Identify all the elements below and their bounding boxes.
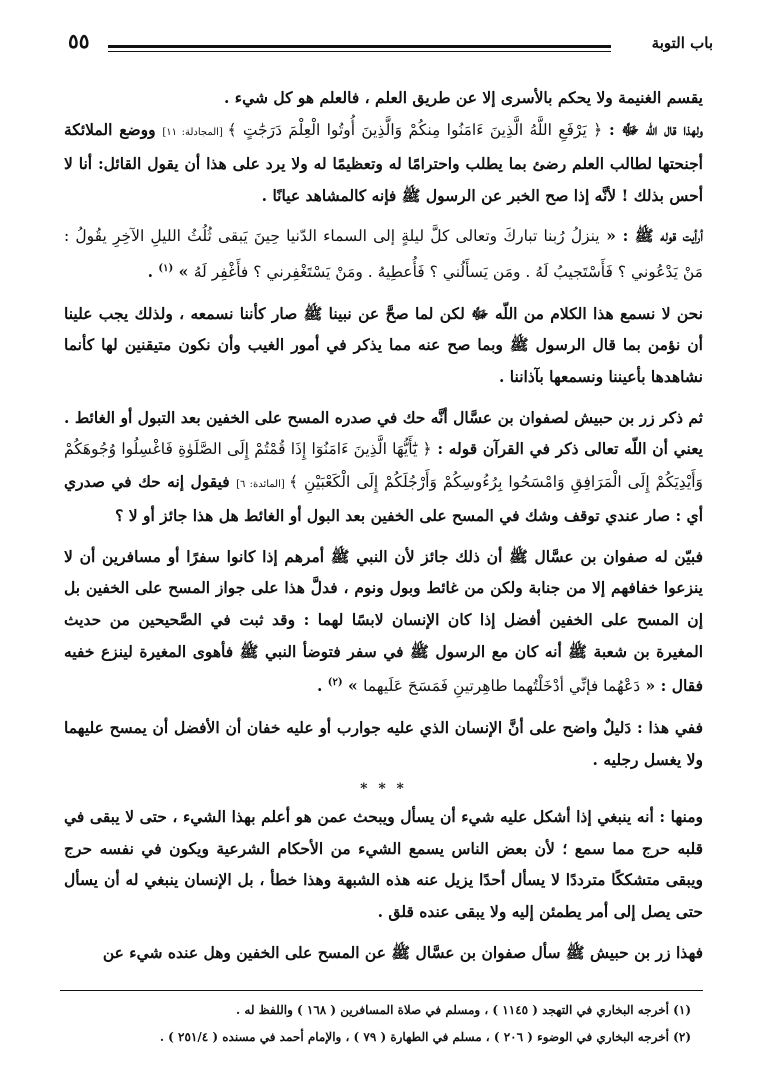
paragraph — [64, 114, 703, 212]
paragraph — [64, 220, 703, 288]
paragraph — [64, 801, 703, 927]
text-segment: ومنها : أنه ينبغي إذا أشكل عليه شيء أن يسأل ويبحث عمن هو أعلم بهذا الشيء ، حتى لا يبقى في قلبه حرج مما سمع ؛ لأن بعض الناس يسمع الشيء من الأحكام الشرعية ويكون في نفسه حرج ويبقى متشككًا مترددًا لا يسأل أحدًا يزيل عنه هذه الشبهة وهذا خطأ ، بل الإنسان ينبغي له أن يسأل حتى يصل إلى أمر يطمئن إليه ولا يبقى عنده قلق . — [64, 807, 703, 921]
page-number: ٥٥ — [68, 29, 90, 53]
verse-reference: [المجادلة: ١١] — [162, 126, 228, 138]
paragraph-gap — [64, 211, 703, 220]
paragraph — [64, 298, 703, 393]
paragraph — [64, 402, 703, 434]
text-segment: فيقول إنه حك في صدري أي : صار عندي توقف وشك في المسح على الخفين بعد البول أو الغائط هل هذا جائز أو لا ؟ — [64, 471, 703, 526]
paragraph-gap — [64, 928, 703, 937]
header-rule-thin — [108, 51, 611, 52]
text-segment: » — [173, 262, 194, 282]
text-segment: فبيّن له صفوان بن عسَّال ﷺ أن ذلك جائز لأن النبي ﷺ أمرهم إذا كانوا سفرًا أو مسافرين أن لا ينزعوا خفافهم إلا من جنابة ولكن من غائط وبول ونوم ، فدلَّ هذا على جواز المسح على الخفين بل إن المسح على الخفين أفضل إذا كان الإنسان لابسًا لهما : وقد ثبت في الصَّحيحين من حديث المغيرة بن شعبة ﷺ أنه كان مع الرسول ﷺ في سفر فتوضأ النبي ﷺ فأهوى المغيرة لينزع خفيه فقال : « — [64, 546, 703, 696]
text-segment: أرأيت قوله ﷺ : « — [599, 226, 703, 246]
paragraph — [64, 937, 703, 969]
footnote-marker: (١) — [158, 262, 174, 274]
quoted-text: ﴿ يَٰٓأَيُّهَا الَّذِينَ ءَامَنُوٓا إِذَا قُمْتُمْ إِلَى الصَّلَوٰةِ فَاغْسِلُوا وُجُوهَكُمْ وَأَيْدِيَكُمْ إِلَى الْمَرَافِقِ وَامْسَحُوا بِرُءُوسِكُمْ وَأَرْجُلَكُمْ إِلَى الْكَعْبَيْنِ ﴾ — [64, 440, 704, 491]
paragraph-gap — [64, 703, 703, 712]
paragraph — [64, 82, 703, 114]
quoted-text: ﴿ يَرْفَعِ اللَّهُ الَّذِينَ ءَامَنُوا مِنكُمْ وَالَّذِينَ أُوتُوا الْعِلْمَ دَرَجَٰتٍ ﴾ — [227, 120, 603, 139]
text-segment: ووضع الملائكة أجنحتها لطالب العلم رضئ بما يطلب واحترامًا له وتعظيمًا له ولا يرد على هذا أن يقول القائل: أنا لا أحس بذلك ! لأنَّه إذا صح الخبر عن الرسول ﷺ فإنه كالمشاهد عيانًا . — [64, 119, 703, 205]
footnote-rule — [60, 990, 703, 991]
quoted-text: ينزلُ رُبنا تباركَ وتعالى كلَّ ليلةٍ إلى السماء الدّنيا حِينَ يَبقى ثُلُثُ الليلِ الآخِرِ يقُولُ : مَنْ يَدْعُوني ؟ فَأَسْتَجيبُ لَهُ . ومَن يَسأَلُني ؟ فَأُعطِيهُ . ومَنْ يَسْتَغْفِرني ؟ فأَغْفِر لَهُ — [64, 227, 703, 282]
paragraph-gap — [64, 393, 703, 402]
paragraph-gap — [64, 289, 703, 298]
footnote: (٢) أخرجه البخاري في الوضوء ( ٢٠٦ ) ، مسلم في الطهارة ( ٧٩ ) ، والإمام أحمد في مسنده ( ٢٥١/٤ ) . — [159, 1030, 691, 1044]
text-segment: ولهذا قال اللّه ﷻ : — [602, 119, 703, 139]
quoted-text: دَعْهُما فإنِّي أدْخَلْتُهما طاهِرتينِ فَمَسَحَ عَلَيهما — [363, 677, 641, 696]
body-paragraphs — [64, 82, 703, 775]
header-rule-thick — [108, 45, 611, 48]
text-segment: فهذا زر بن حبيش ﷺ سأل صفوان بن عسَّال ﷺ عن المسح على الخفين وهل عنده شيء عن — [102, 942, 703, 962]
text-segment: . — [147, 262, 159, 282]
footnote: (١) أخرجه البخاري في التهجد ( ١١٤٥ ) ، ومسلم في صلاة المسافرين ( ١٦٨ ) واللفظ له . — [236, 1003, 691, 1017]
text-segment: يقسم الغنيمة ولا يحكم بالأسرى إلا عن طريق العلم ، فالعلم هو كل شيء . — [224, 88, 703, 107]
paragraph — [64, 541, 703, 703]
text-segment: نحن لا نسمع هذا الكلام من اللّه ﷻ لكن لما صحَّ عن نبينا ﷺ صار كأننا نسمعه ، ولذلك يجب علينا أن نؤمن بما قال الرسول ﷺ وبما صح عنه مما يذكر في أمور الغيب وأن نكون متيقنين لها كأنما نشاهدها بأعيننا ونسمعها بآذاننا . — [64, 303, 703, 386]
body-paragraphs-2 — [64, 801, 703, 968]
text-segment: . — [316, 676, 328, 696]
footnote-marker: (٢) — [327, 677, 343, 689]
paragraph-gap — [64, 532, 703, 541]
text-segment: يعني أن اللّه تعالى ذكر في القرآن قوله : — [431, 439, 703, 459]
chapter-title: باب التوبة — [651, 34, 713, 52]
text-segment: ففي هذا : دَليلٌ واضح على أنَّ الإنسان الذي عليه جوارب أو عليه خفان أن الأفضل أن يمسح عليهما ولا يغسل رجليه . — [64, 718, 703, 769]
paragraph — [64, 712, 703, 775]
text-segment: » — [342, 676, 364, 696]
text-segment: ثم ذكر زر بن حبيش لصفوان بن عسَّال أنَّه حك في صدره المسح على الخفين بعد التبول أو الغائط . — [64, 407, 703, 427]
section-separator: * * * — [360, 781, 407, 798]
footnotes — [64, 997, 691, 1051]
verse-reference: [المائدة: ٦] — [236, 478, 289, 490]
page-header — [68, 30, 713, 60]
paragraph — [64, 433, 703, 532]
page-body — [64, 82, 703, 968]
